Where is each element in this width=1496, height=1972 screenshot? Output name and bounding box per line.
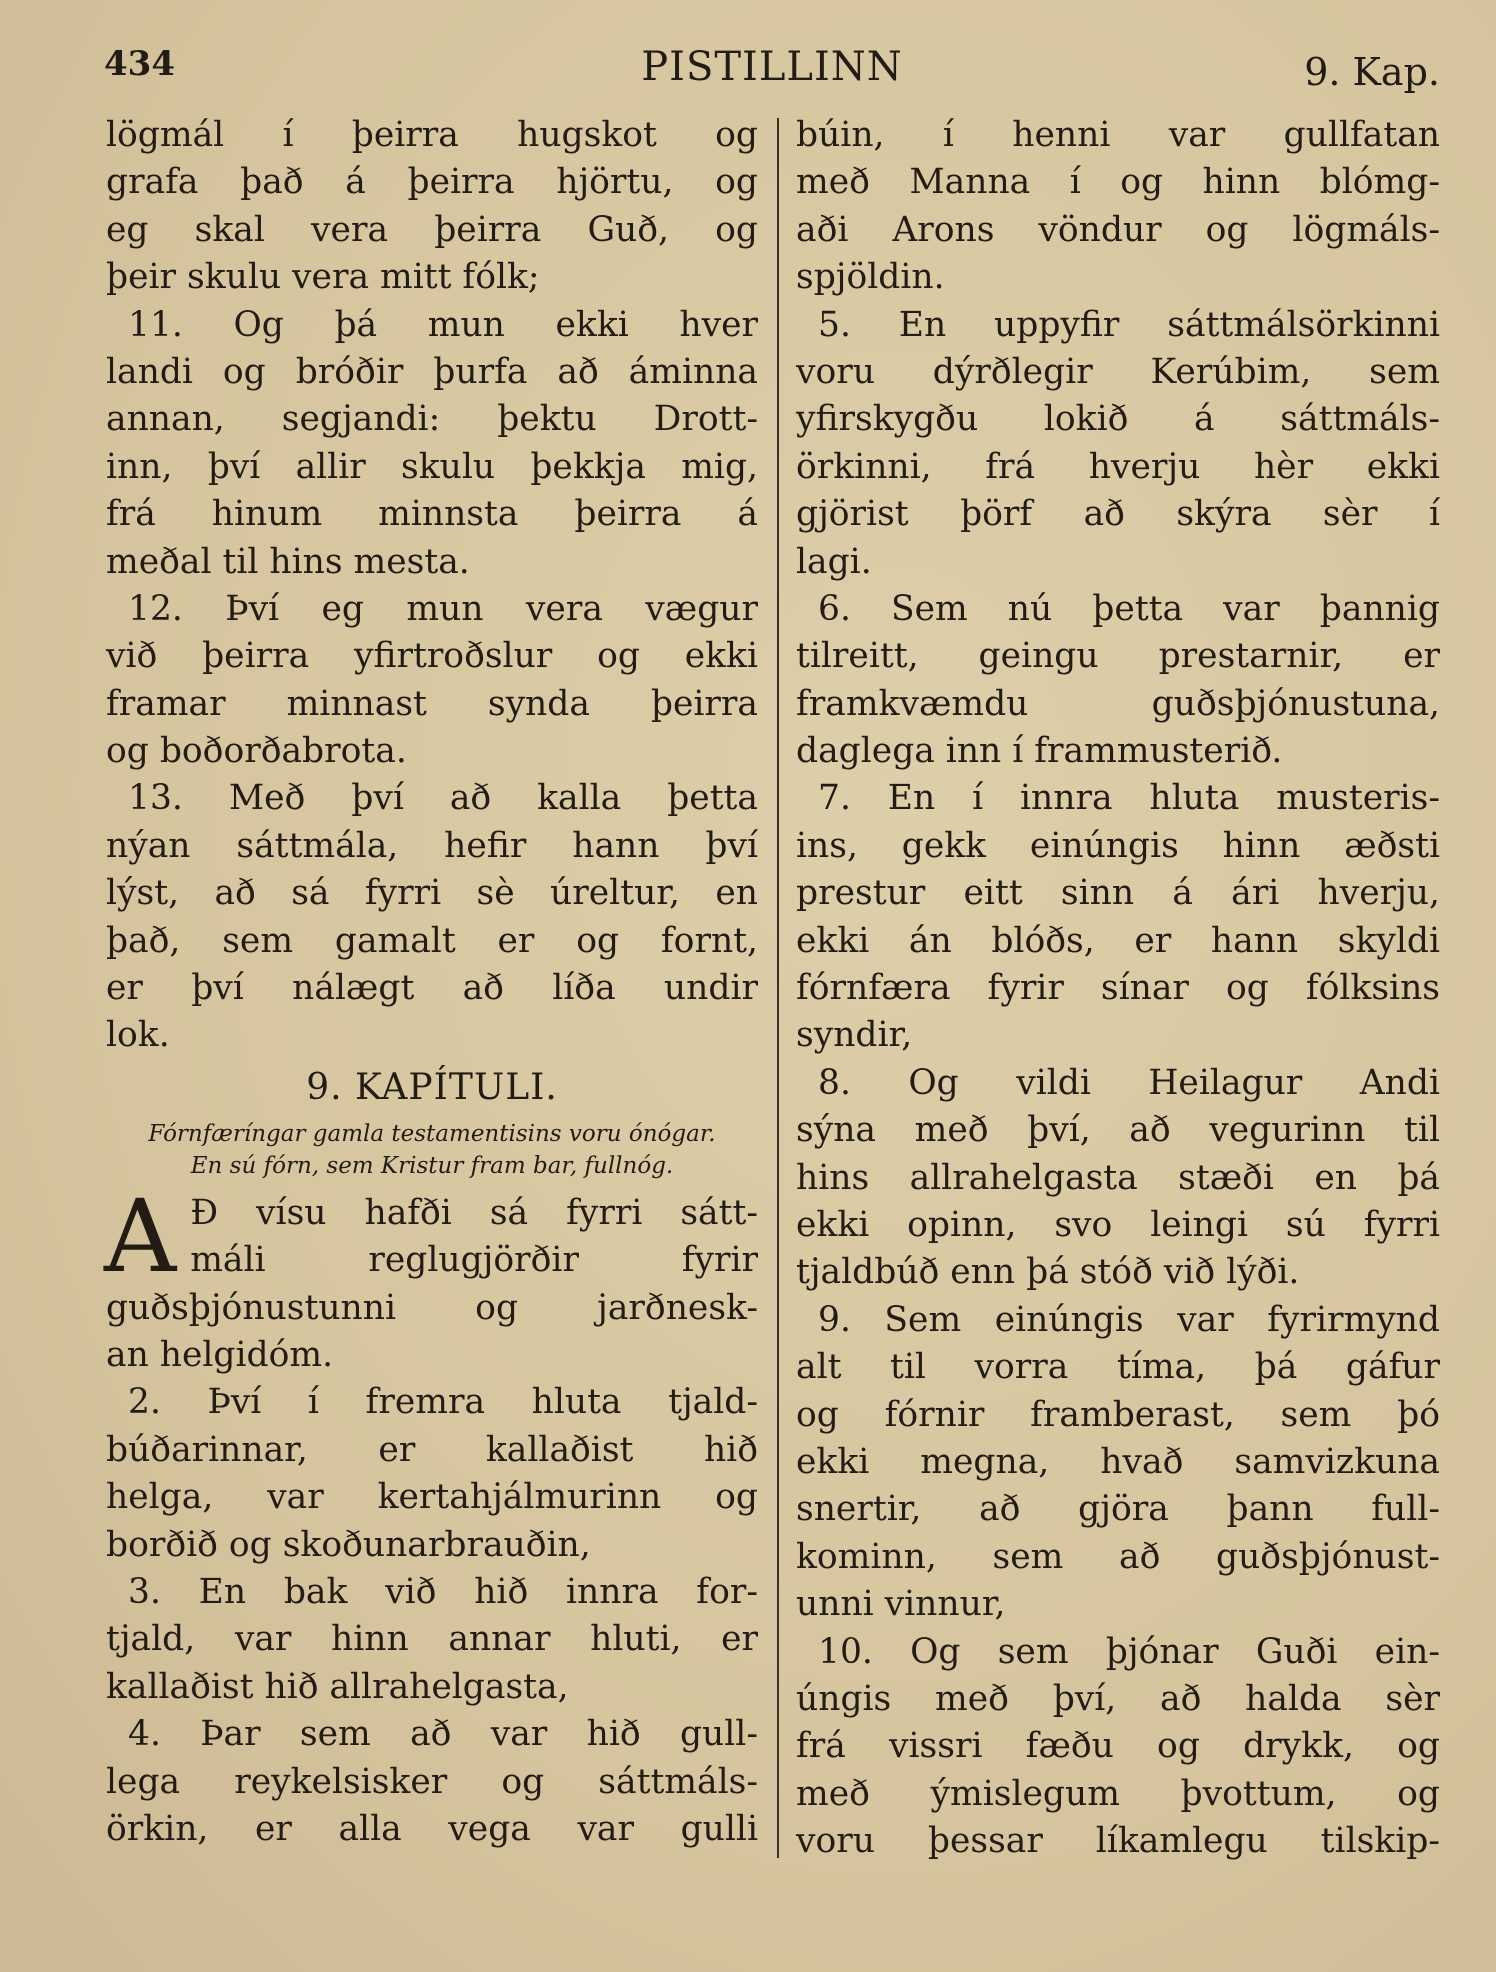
text-line: hins allrahelgasta stæði en þá <box>796 1157 1440 1198</box>
text-line: grafa það á þeirra hjörtu, og <box>106 162 758 203</box>
page-number: 434 <box>104 44 175 84</box>
text-line: ekki opinn, svo leingi sú fyrri <box>796 1204 1440 1245</box>
text-line: ekki án blóðs, er hann skyldi <box>796 920 1440 961</box>
text-line: eg skal vera þeirra Guð, og <box>106 209 758 250</box>
text-line: lögmál í þeirra hugskot og <box>106 115 758 155</box>
text-line: með ýmislegum þvottum, og <box>796 1773 1440 1814</box>
text-line: 13. Með því að kalla þetta <box>128 778 758 819</box>
text-line: það, sem gamalt er og fornt, <box>106 920 758 961</box>
paragraph <box>106 1569 758 1711</box>
text-line: og fórnir framberast, sem þó <box>796 1394 1440 1435</box>
text-line: nýan sáttmála, hefir hann því <box>106 825 758 866</box>
right-paragraphs <box>796 112 1440 1865</box>
column-divider <box>777 118 779 1858</box>
text-line: spjöldin. <box>796 257 945 298</box>
first-verse <box>104 1177 758 1380</box>
text-line: með Manna í og hinn blómg- <box>796 162 1440 203</box>
paragraph <box>796 1297 1440 1629</box>
text-line: lýst, að sá fyrri sè úreltur, en <box>106 873 758 914</box>
left-paragraphs-before <box>106 112 758 1060</box>
text-line: máli reglugjörðir fyrir <box>190 1240 758 1281</box>
text-line: syndir, <box>796 1015 913 1056</box>
text-line: annan, segjandi: þektu Drott- <box>106 399 758 440</box>
text-line: 5. En uppyfir sáttmálsörkinni <box>818 304 1440 345</box>
text-line: voru þessar líkamlegu tilskip- <box>796 1821 1440 1862</box>
text-line: inn, því allir skulu þekkja mig, <box>106 446 758 487</box>
text-line: alt til vorra tíma, þá gáfur <box>796 1347 1440 1388</box>
text-line: kallaðist hið allrahelgasta, <box>106 1666 569 1707</box>
text-line: frá vissri fæðu og drykk, og <box>796 1726 1440 1767</box>
chapter-marker: 9. Kap. <box>1304 50 1440 94</box>
paragraph <box>106 1379 758 1569</box>
text-line: frá hinum minnsta þeirra á <box>106 494 758 535</box>
text-line: landi og bróðir þurfa að áminna <box>106 351 758 392</box>
right-column <box>796 112 1440 1865</box>
text-line: ekki megna, hvað samvizkuna <box>796 1441 1440 1482</box>
text-line: gjörist þörf að skýra sèr í <box>796 494 1440 535</box>
text-line: fórnfæra fyrir sínar og fólksins <box>796 968 1440 1009</box>
text-line: framar minnast synda þeirra <box>106 683 758 724</box>
text-line: 12. Því eg mun vera vægur <box>128 588 758 629</box>
chapter-heading: 9. KAPÍTULI. <box>306 1066 558 1108</box>
chapter-summary <box>106 1118 758 1182</box>
text-line: ins, gekk einúngis hinn æðsti <box>796 825 1440 866</box>
text-line: tjaldbúð enn þá stóð við lýði. <box>796 1252 1300 1293</box>
text-line: lagi. <box>796 541 872 582</box>
paragraph <box>106 775 758 1059</box>
text-line: örkin, er alla vega var gulli <box>106 1808 758 1849</box>
drop-cap: A <box>104 1177 177 1295</box>
text-line: kominn, sem að guðsþjónust- <box>796 1536 1440 1577</box>
text-line: helga, var kertahjálmurinn og <box>106 1477 758 1518</box>
text-line: lok. <box>106 1015 170 1056</box>
running-header <box>104 44 1440 100</box>
text-line: an helgidóm. <box>106 1334 334 1375</box>
paragraph <box>796 775 1440 1059</box>
text-line: aði Arons vöndur og lögmáls- <box>796 209 1440 250</box>
paragraph <box>796 586 1440 776</box>
paragraph <box>796 112 1440 302</box>
text-line: voru dýrðlegir Kerúbim, sem <box>796 351 1440 392</box>
paragraph <box>106 302 758 586</box>
text-line: 10. Og sem þjónar Guði ein- <box>818 1631 1440 1672</box>
text-line: borðið og skoðunarbrauðin, <box>106 1524 591 1565</box>
text-line: lega reykelsisker og sáttmáls- <box>106 1761 758 1802</box>
text-line: 8. Og vildi Heilagur Andi <box>818 1062 1440 1103</box>
summary-line: En sú fórn, sem Kristur fram bar, fullnóg. <box>190 1152 674 1179</box>
text-line: 4. Þar sem að var hið gull- <box>128 1714 758 1755</box>
text-line: búðarinnar, er kallaðist hið <box>106 1429 758 1470</box>
text-line: 2. Því í fremra hluta tjald- <box>128 1382 758 1423</box>
text-line: tjald, var hinn annar hluti, er <box>106 1619 758 1660</box>
text-line: örkinni, frá hverju hèr ekki <box>796 446 1440 487</box>
text-line: tilreitt, geingu prestarnir, er <box>796 636 1440 677</box>
text-line: við þeirra yfirtroðslur og ekki <box>106 636 758 677</box>
text-line: guðsþjónustunni og jarðnesk- <box>106 1287 758 1328</box>
text-line: prestur eitt sinn á ári hverju, <box>796 873 1440 914</box>
text-line: 11. Og þá mun ekki hver <box>128 304 758 345</box>
paragraph <box>796 1060 1440 1297</box>
text-line: snertir, að gjöra þann full- <box>796 1489 1440 1530</box>
summary-line: Fórnfæríngar gamla testamentisins voru ónógar. <box>148 1120 716 1147</box>
paragraph <box>796 1629 1440 1866</box>
paragraph <box>106 586 758 776</box>
text-line: þeir skulu vera mitt fólk; <box>106 257 540 298</box>
text-line: búin, í henni var gullfatan <box>796 115 1440 155</box>
text-line: Ð vísu hafði sá fyrri sátt- <box>190 1192 758 1233</box>
paragraph <box>796 302 1440 586</box>
text-line: og boðorðabrota. <box>106 731 407 772</box>
text-line: úngis með því, að halda sèr <box>796 1678 1440 1719</box>
text-line: sýna með því, að vegurinn til <box>796 1110 1440 1151</box>
text-line: meðal til hins mesta. <box>106 541 470 582</box>
text-line: framkvæmdu guðsþjónustuna, <box>796 683 1440 724</box>
text-line: er því nálægt að líða undir <box>106 968 758 1009</box>
text-line: 9. Sem einúngis var fyrirmynd <box>818 1299 1440 1340</box>
text-line: 3. En bak við hið innra for- <box>128 1571 758 1612</box>
text-line: unni vinnur, <box>796 1584 1006 1625</box>
text-line: 6. Sem nú þetta var þannig <box>818 588 1440 629</box>
paragraph <box>106 112 758 302</box>
paragraph <box>106 1711 758 1853</box>
text-line: daglega inn í frammusterið. <box>796 731 1283 772</box>
left-paragraphs-after <box>106 1379 758 1853</box>
running-title: PISTILLINN <box>641 44 903 90</box>
text-line: yfirskygðu lokið á sáttmáls- <box>796 399 1440 440</box>
left-column <box>106 112 758 1853</box>
text-line: 7. En í innra hluta musteris- <box>818 778 1440 819</box>
